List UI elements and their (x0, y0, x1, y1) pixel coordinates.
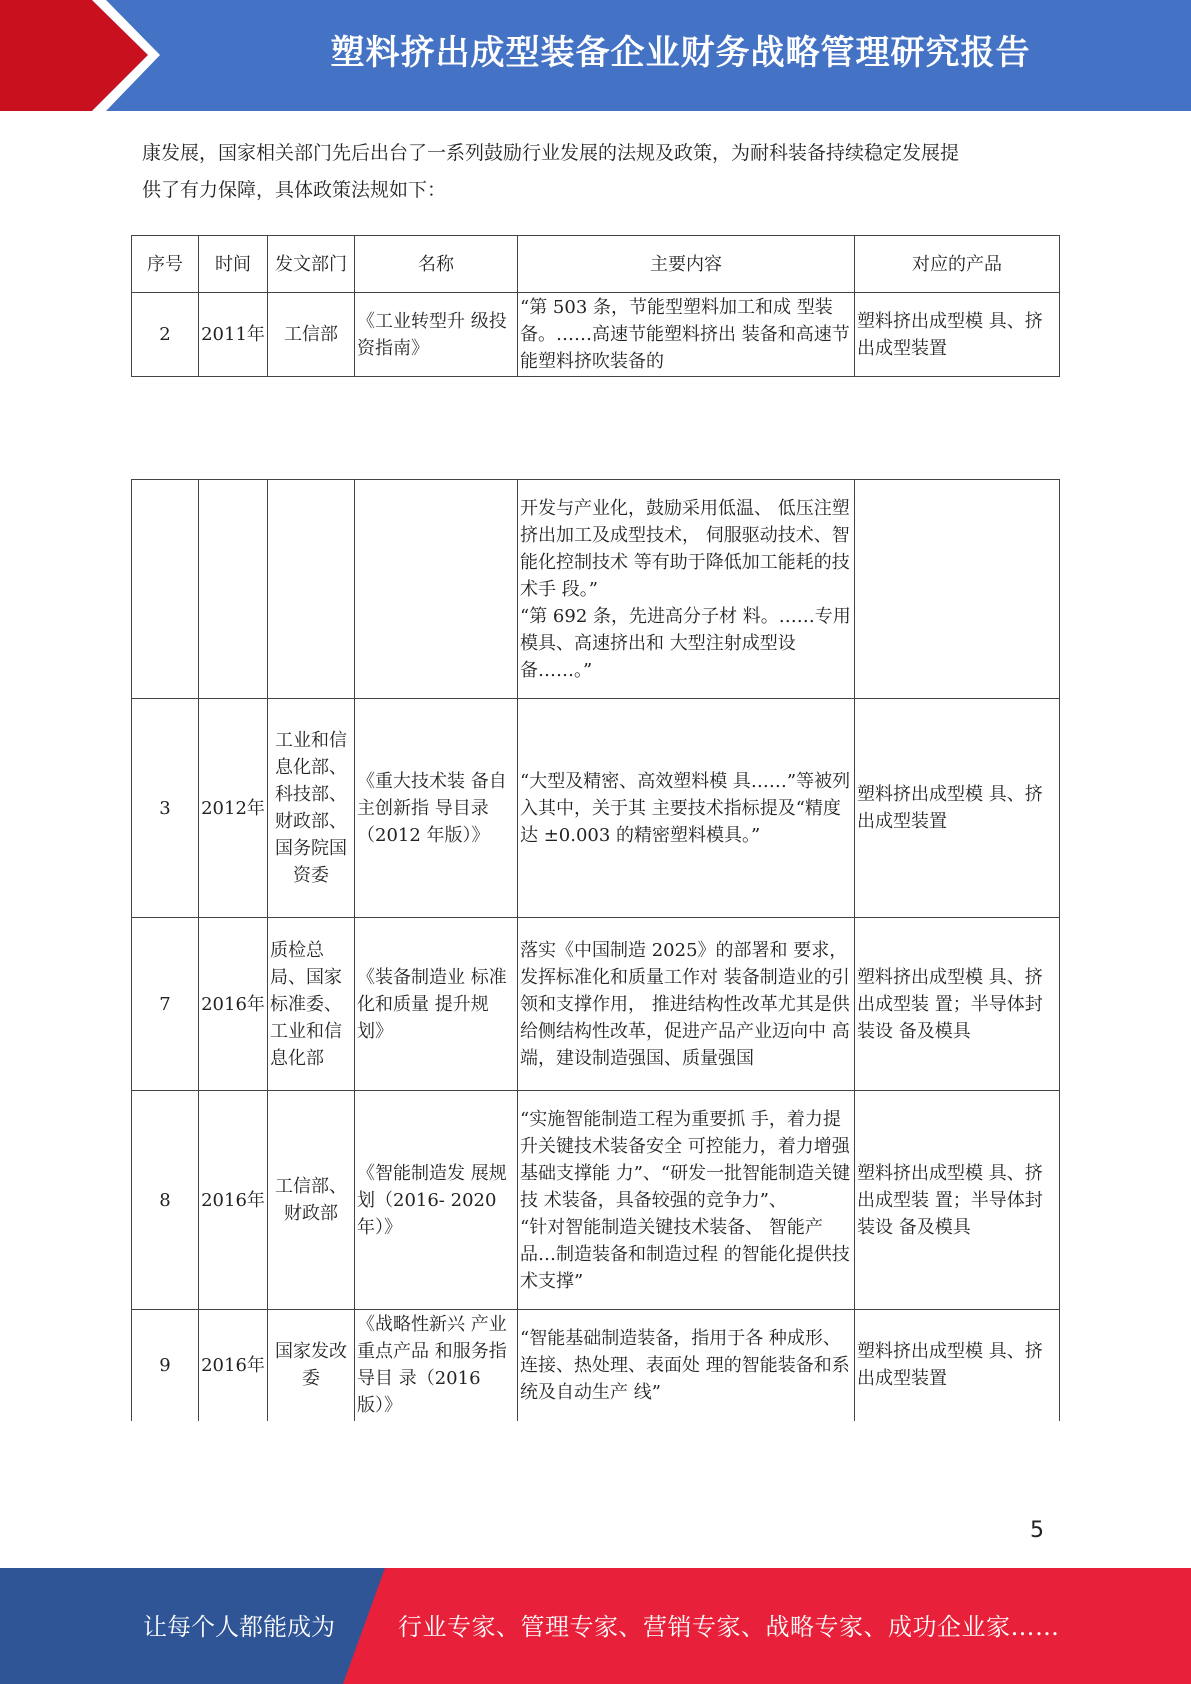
cell-dept: 质检总局、国家标准委、工业和信息化部 (268, 918, 355, 1091)
table-header-row (132, 236, 1060, 293)
footer-slogan-left: 让每个人都能成为 (143, 1613, 335, 1641)
policy-table-part-2 (131, 479, 1060, 1421)
cell-content: 落实《中国制造 2025》的部署和 要求，发挥标准化和质量工作对 装备制造业的引领和支撑作用， 推进结构性改革尤其是供给侧结构性改革，促进产品产业迈向中 高端，建设制造强国、质量强国 (518, 918, 855, 1091)
cell-name: 《工业转型升 级投资指南》 (355, 293, 518, 377)
content-paragraph-2: “第 692 条，先进高分子材 料。……专用模具、高速挤出和 大型注射成型设备……。” (520, 605, 851, 681)
policy-table-part-1 (131, 235, 1060, 377)
cell-name: 《重大技术装 备自主创新指 导目录（2012 年版）》 (355, 699, 518, 918)
header-product: 对应的产品 (855, 236, 1060, 293)
cell-product: 塑料挤出成型模 具、挤出成型装 置；半导体封装设 备及模具 (855, 918, 1060, 1091)
cell-dept: 国家发改委 (268, 1310, 355, 1421)
header-banner (0, 0, 1191, 111)
cell-name: 《战略性新兴 产业重点产品 和服务指导目 录（2016 版）》 (355, 1310, 518, 1421)
header-name: 名称 (355, 236, 518, 293)
cell-dept: 工信部、财政部 (268, 1091, 355, 1310)
header-red-chevron (0, 0, 160, 111)
cell-product: 塑料挤出成型模 具、挤出成型装置 (855, 293, 1060, 377)
header-dept: 发文部门 (268, 236, 355, 293)
cell-time: 2016年 (199, 918, 268, 1091)
cell-dept (268, 480, 355, 699)
cell-no: 8 (132, 1091, 199, 1310)
cell-content: “大型及精密、高效塑料模 具……”等被列入其中，关于其 主要技术指标提及“精度达 ±0.003 的精密塑料模具。” (518, 699, 855, 918)
table-row (132, 699, 1060, 918)
cell-time: 2016年 (199, 1091, 268, 1310)
cell-time: 2016年 (199, 1310, 268, 1421)
table-row (132, 918, 1060, 1091)
cell-no: 2 (132, 293, 199, 377)
cell-content: “第 503 条，节能型塑料加工和成 型装备。……高速节能塑料挤出 装备和高速节能塑料挤吹装备的 (518, 293, 855, 377)
footer-slogan-right: 行业专家、管理专家、营销专家、战略专家、成功企业家…… (398, 1613, 1060, 1641)
content-paragraph-2: “针对智能制造关键技术装备、 智能产品…制造装备和制造过程 的智能化提供技术支撑” (520, 1216, 850, 1292)
table-row-continued (132, 480, 1060, 699)
intro-paragraph (142, 135, 1062, 209)
cell-name: 《装备制造业 标准化和质量 提升规划》 (355, 918, 518, 1091)
cell-no: 9 (132, 1310, 199, 1421)
cell-no: 3 (132, 699, 199, 918)
cell-content: “智能基础制造装备，指用于各 种成形、连接、热处理、表面处 理的智能装备和系统及自动生产 线” (518, 1310, 855, 1421)
cell-dept: 工信部 (268, 293, 355, 377)
cell-time: 2012年 (199, 699, 268, 918)
cell-no (132, 480, 199, 699)
intro-line-1: 康发展，国家相关部门先后出台了一系列鼓励行业发展的法规及政策，为耐科装备持续稳定发展提 (142, 142, 960, 164)
cell-product: 塑料挤出成型模 具、挤出成型装置 (855, 699, 1060, 918)
cell-time (199, 480, 268, 699)
content-paragraph-1: 开发与产业化，鼓励采用低温、 低压注塑挤出加工及成型技术， 伺服驱动技术、智能化控制技术 等有助于降低加工能耗的技术手 段。” (520, 497, 850, 600)
cell-product: 塑料挤出成型模 具、挤出成型装置 (855, 1310, 1060, 1421)
table-row (132, 293, 1060, 377)
cell-no: 7 (132, 918, 199, 1091)
page-number: 5 (1030, 1518, 1044, 1543)
intro-line-2: 供了有力保障，具体政策法规如下： (142, 179, 447, 201)
content-paragraph-1: “实施智能制造工程为重要抓 手，着力提升关键技术装备安全 可控能力，着力增强基础支撑能 力”、“研发一批智能制造关键技 术装备，具备较强的竞争力”、 (520, 1108, 851, 1211)
cell-dept: 工业和信息化部、科技部、财政部、国务院国资委 (268, 699, 355, 918)
cell-time: 2011年 (199, 293, 268, 377)
cell-name (355, 480, 518, 699)
cell-product (855, 480, 1060, 699)
header-content: 主要内容 (518, 236, 855, 293)
cell-product: 塑料挤出成型模 具、挤出成型装 置；半导体封装设 备及模具 (855, 1091, 1060, 1310)
table-row (132, 1310, 1060, 1421)
header-no: 序号 (132, 236, 199, 293)
cell-content (518, 1091, 855, 1310)
cell-name: 《智能制造发 展规划（2016- 2020 年）》 (355, 1091, 518, 1310)
table-row (132, 1091, 1060, 1310)
report-title: 塑料挤出成型装备企业财务战略管理研究报告 (330, 33, 1031, 73)
header-time: 时间 (199, 236, 268, 293)
cell-content (518, 480, 855, 699)
